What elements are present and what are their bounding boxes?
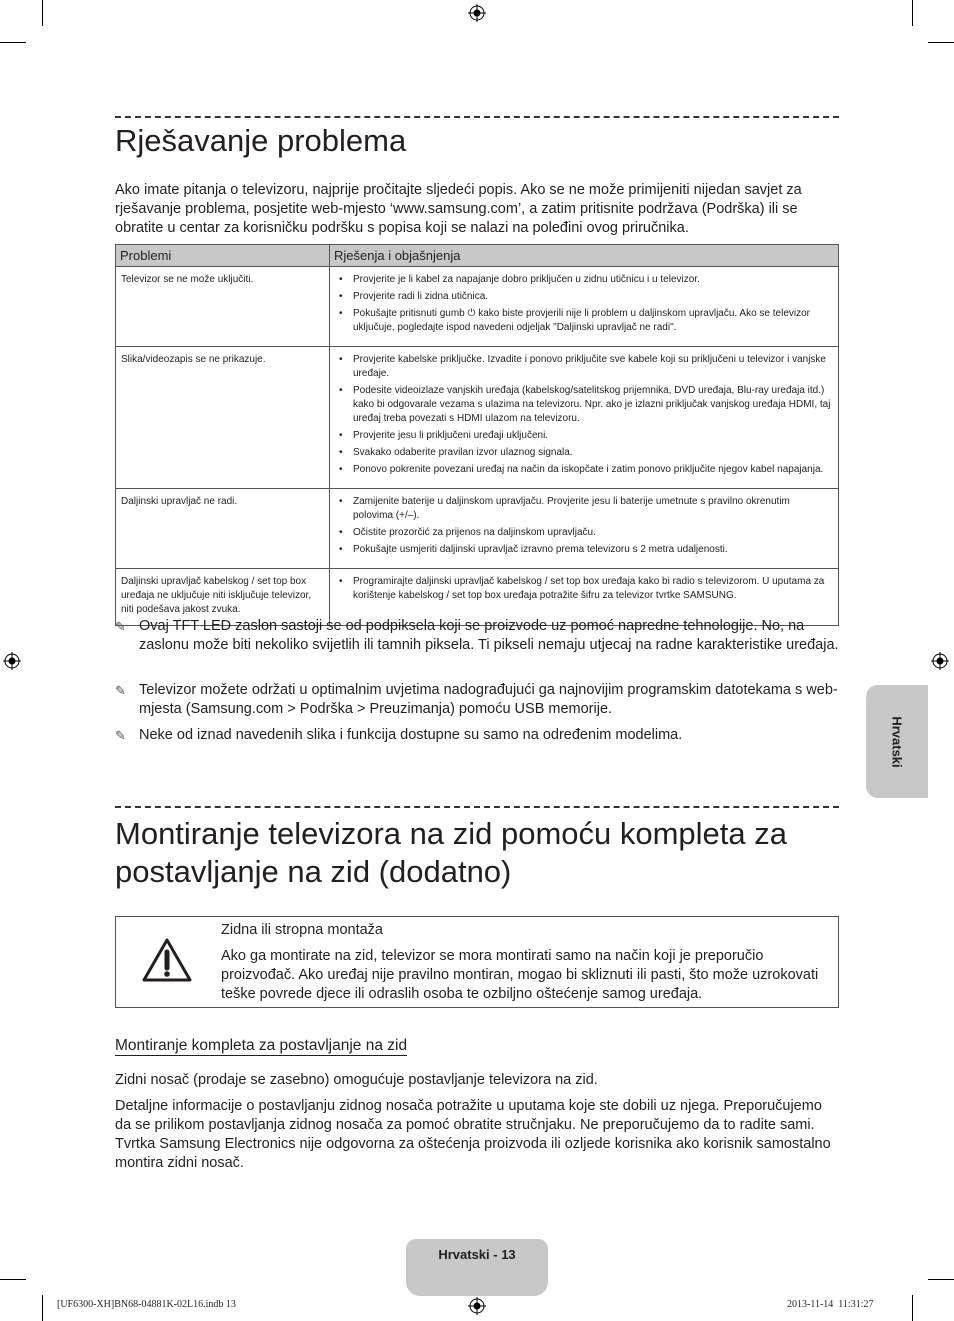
note-pencil-icon: ✎ (115, 683, 126, 698)
column-header-solutions: Rješenja i objašnjenja (330, 245, 839, 267)
language-tab-label: Hrvatski (889, 715, 905, 768)
solution-item: • Pokušajte usmjeriti daljinski upravljač izravno prema televizoru s 2 metra udaljenosti. (353, 543, 832, 557)
solution-item: • Zamijenite baterije u daljinskom upravljaču. Provjerite jesu li baterije umetnute s pravilno okrenutim polovima (+/–). (353, 495, 832, 523)
paragraph: Detaljne informacije o postavljanju zidnog nosača potražite u uputama koje ste dobili uz njega. Preporučujemo da se prilikom postavljanja zidnog nosača za pomoć obratite stručnjaku. Ne preporučujemo da to radite sami. Tvrtka Samsung Electronics nije odgovorna za oštećenja proizvoda ili ozljede korisnika ako korisnik samostalno montira zidni nosač. (115, 1098, 831, 1171)
print-footer-right: 2013-11-14 ﻿ 11:31:27 (787, 1299, 874, 1310)
solution-item: • Programirajte daljinski upravljač kabelskog / set top box uređaja kako bi radio s televizorom. U uputama za korištenje kabelskog / set top box uređaja potražite šifru za televizor tvrtke SAMSUNG. (353, 575, 832, 603)
table-row (116, 489, 839, 569)
note (115, 681, 840, 719)
registration-mark-icon (931, 652, 949, 670)
problem-cell: Daljinski upravljač ne radi. (116, 489, 330, 569)
warning-heading: Zidna ili stropna montaža (221, 922, 383, 938)
section-divider (115, 116, 839, 118)
crop-mark (0, 1279, 26, 1280)
section-title: Montiranje televizora na zid pomoću kompleta za postavljanje na zid (dodatno) (115, 816, 788, 889)
troubleshooting-table (115, 244, 839, 626)
solution-item: • Svakako odaberite pravilan izvor ulaznog signala. (353, 446, 832, 460)
column-header-problems: Problemi (116, 245, 330, 267)
warning-box (115, 916, 839, 1008)
solution-cell (330, 347, 839, 489)
section-title: Rješavanje problema (115, 123, 407, 158)
solution-item: • Provjerite radi li zidna utičnica. (353, 290, 832, 304)
subheading: Montiranje kompleta za postavljanje na zid (115, 1037, 408, 1054)
solution-item: • Pokušajte pritisnuti gumb ⏻ kako biste provjerili nije li problem u daljinskom upravljaču. Ako se televizor uključuje, pogledajte ispod navedeni odjeljak "Daljinski upravljač ne radi". (353, 307, 832, 335)
note-text: Neke od iznad navedenih slika i funkcija dostupne su samo na određenim modelima. (139, 727, 683, 743)
note (115, 617, 840, 655)
language-tab (866, 685, 928, 798)
note (115, 726, 840, 745)
page-number-label: Hrvatski - 13 (438, 1247, 516, 1262)
registration-mark-icon (468, 1297, 486, 1315)
note-pencil-icon: ✎ (115, 619, 126, 634)
intro-paragraph: Ako imate pitanja o televizoru, najprije pročitajte sljedeći popis. Ako se ne može primijeniti nijedan savjet za rješavanje problema, posjetite web-mjesto ‘www.samsung.com’, a zatim pritisnite podržava (Podrška) ili se obratite u centar za korisničku podršku s popisa koji se nalazi na poleđini ovog priručnika. (115, 182, 802, 236)
crop-mark (42, 1295, 43, 1321)
page-number-tab (406, 1239, 548, 1296)
crop-mark (42, 0, 43, 26)
crop-mark (912, 1295, 913, 1321)
solution-item: • Podesite videoizlaze vanjskih uređaja (kabelskog/satelitskog prijemnika, DVD uređaja, Blu-ray uređaja itd.) kako bi odgovarale vezama s ulazima na televizoru. Npr. ako je izlazni priključak vanjskog uređaja HDMI, taj uređaj treba povezati s HDMI ulazom na televizoru. (353, 384, 832, 426)
problem-cell: Daljinski upravljač kabelskog / set top box uređaja ne uključuje niti isključuje televizor, niti podešava jakost zvuka. (116, 569, 330, 626)
warning-text: Ako ga montirate na zid, televizor se mora montirati samo na način koji je preporučio proizvođač. Ako uređaj nije pravilno montiran, mogao bi skliznuti ili pasti, što može uzrokovati teške povrede djece ili odraslih osoba te ozbiljno oštećenje samog uređaja. (221, 948, 819, 1002)
problem-cell: Televizor se ne može uključiti. (116, 267, 330, 347)
table-row (116, 267, 839, 347)
registration-mark-icon (468, 4, 486, 22)
solution-cell (330, 267, 839, 347)
crop-mark (912, 0, 913, 26)
note-pencil-icon: ✎ (115, 728, 126, 743)
solution-item: • Očistite prozorčić za prijenos na daljinskom upravljaču. (353, 526, 832, 540)
solution-item: • Ponovo pokrenite povezani uređaj na način da iskopčate i zatim ponovo priključite njegov kabel napajanja. (353, 463, 832, 477)
crop-mark (928, 1279, 954, 1280)
print-footer-left: [UF6300-XH]BN68-04881K-02L16.indb 13 (57, 1299, 236, 1310)
table-row (116, 347, 839, 489)
paragraph: Zidni nosač (prodaje se zasebno) omogućuje postavljanje televizora na zid. (115, 1072, 598, 1088)
registration-mark-icon (3, 652, 21, 670)
solution-item: • Provjerite kabelske priključke. Izvadite i ponovo priključite sve kabele koji su priključeni u televizor i vanjske uređaje. (353, 353, 832, 381)
warning-triangle-icon (141, 937, 193, 983)
note-text: Ovaj TFT LED zaslon sastoji se od podpiksela koji se proizvode uz pomoć napredne tehnologije. No, na zaslonu može biti nekoliko svijetlih ili tamnih piksela. Ti pikseli nemaju utjecaj na radne karakteristike uređaja. (139, 618, 839, 653)
problem-cell: Slika/videozapis se ne prikazuje. (116, 347, 330, 489)
note-text: Televizor možete održati u optimalnim uvjetima nadograđujući ga najnovijim programskim datotekama s web-mjesta (Samsung.com > Podrška > Preuzimanja) pomoću USB memorije. (139, 682, 838, 717)
section-divider (115, 806, 839, 808)
solution-item: • Provjerite je li kabel za napajanje dobro priključen u zidnu utičnicu i u televizor. (353, 273, 832, 287)
crop-mark (928, 42, 954, 43)
solution-cell (330, 489, 839, 569)
solution-item: • Provjerite jesu li priključeni uređaji uključeni. (353, 429, 832, 443)
crop-mark (0, 42, 26, 43)
